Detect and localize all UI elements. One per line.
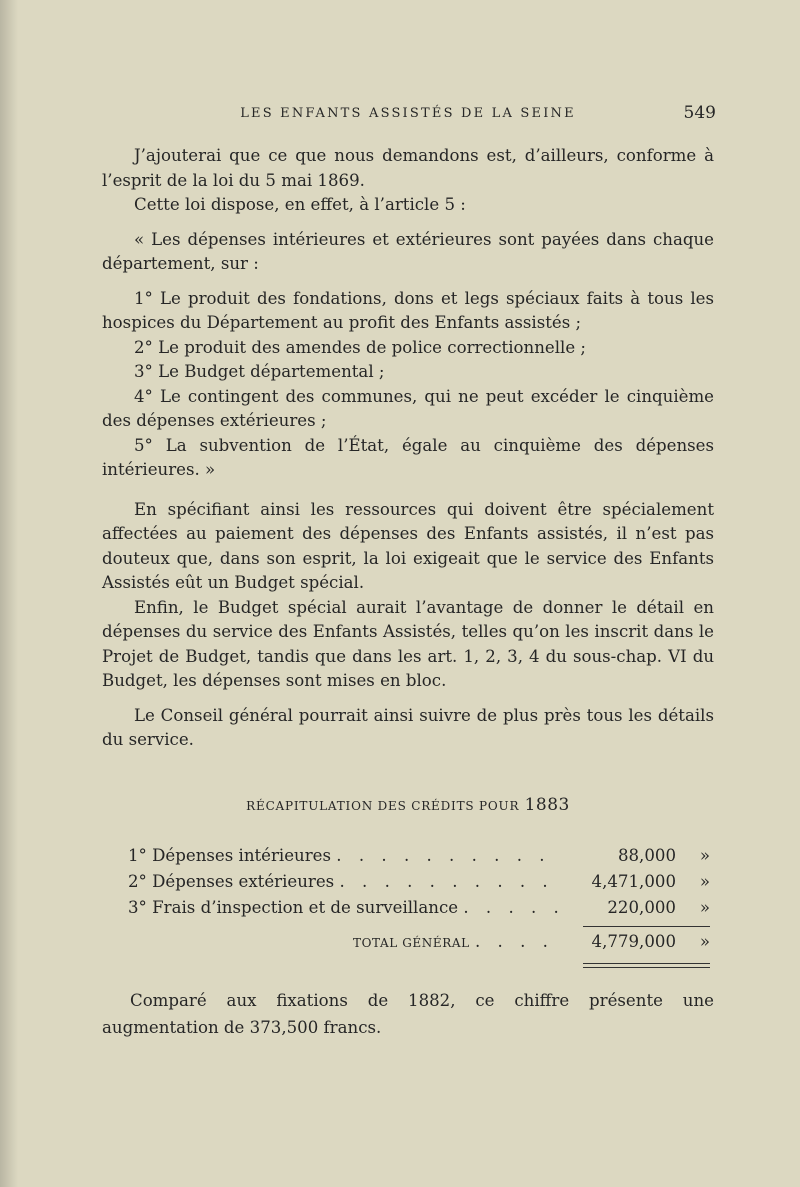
recap-heading-text: RÉCAPITULATION DES CRÉDITS POUR [246,799,520,813]
paragraph: J’ajouterai que ce que nous demandons est, d’ailleurs, conforme à l’esprit de la loi du 5 mai 1869. [102,146,714,190]
dot-leader: . . . . . . . . . . [339,872,554,891]
total-amount: 4,779,000 [591,932,676,951]
ditto-mark: » [699,846,710,865]
page-number: 549 [683,103,716,123]
running-head [100,103,716,129]
recap-row-label: 1° Dépenses intérieures [128,846,332,865]
list-item: 4° Le contingent des communes, qui ne peut excéder le cinquième des dépenses extérieures ; [102,386,714,430]
recap-row [128,898,710,924]
paragraph: Comparé aux fixations de 1882, ce chiffre présente une augmentation de 373,500 francs. [102,991,714,1037]
quote-intro: « Les dépenses intérieures et extérieures sont payées dans chaque département, sur : [102,229,714,273]
dot-leader: . . . . [475,932,554,951]
recap-row-label: 2° Dépenses extérieures [128,872,335,891]
recap-table [128,846,710,958]
running-title: LES ENFANTS ASSISTÉS DE LA SEINE [240,106,576,121]
ditto-mark: » [699,932,710,951]
recap-heading-year: 1883 [524,795,570,815]
recap-row-amount: 88,000 [617,846,676,865]
paragraph: En spécifiant ainsi les ressources qui doivent être spécialement affectées au paiement des dépenses des Enfants assistés, il n’est pas douteux que, dans son esprit, la loi exigeait que le service des Enfants Assistés eût un Budget spécial. [102,499,714,592]
list-item: 1° Le produit des fondations, dons et legs spéciaux faits à tous les hospices du Département au profit des Enfants assistés ; [102,288,714,332]
ditto-mark: » [699,898,710,917]
closing-text [102,987,714,1041]
total-label: TOTAL GÉNÉRAL [353,936,470,950]
dot-leader: . . . . . [463,898,565,917]
dot-leader: . . . . . . . . . . [336,846,551,865]
recap-heading [100,795,716,815]
paragraph: Le Conseil général pourrait ainsi suivre de plus près tous les détails du service. [102,705,714,749]
recap-total-row [128,924,710,958]
recap-row-amount: 4,471,000 [591,872,676,891]
recap-row-label: 3° Frais d’inspection et de surveillance [128,898,459,917]
list-item: 2° Le produit des amendes de police correctionnelle ; [134,337,587,357]
recap-row [128,846,710,872]
paragraph: Cette loi dispose, en effet, à l’article 5 : [134,195,466,214]
double-rule [583,963,710,968]
paragraph: Enfin, le Budget spécial aurait l’avantage de donner le détail en dépenses du service des Enfants Assistés, telles qu’on les inscrit dans le Projet de Budget, tandis que dans les art. 1, 2, 3, 4 du sous-chap. VI du Budget, les dépenses sont mises en bloc. [102,597,714,690]
list-item: 5° La subvention de l’État, égale au cinquième des dépenses intérieures. » [102,435,714,479]
list-item: 3° Le Budget départemental ; [134,362,385,381]
recap-row-amount: 220,000 [607,898,676,917]
body-text-upper [102,144,714,753]
recap-row [128,872,710,898]
ditto-mark: » [699,872,710,891]
